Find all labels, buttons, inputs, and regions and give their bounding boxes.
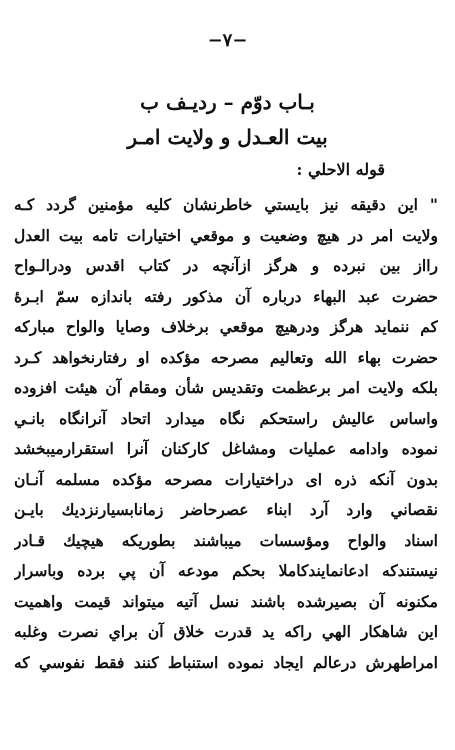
- text-line: واساس عاليش راستحكم نگاه ميدارد اتحاد آنرانگاه بانـي: [14, 408, 438, 428]
- text-line: اسناد والواح ومؤسسات ميباشند بطوريكه هيچيك قـادر: [14, 530, 438, 550]
- text-line: كم ننمايد هرگز ودرهيچ موقعي برخلاف وصايا والواح مباركه: [14, 317, 438, 336]
- text-line: رااز بين نبرده و هرگز ازآنچه در كتاب اقدس ودرالـواح: [14, 256, 438, 275]
- text-line: نموده وادامه عمليات ومشاغل كاركنان آنرا استقرارميبخشد: [14, 439, 438, 458]
- chapter-title: بـاب دوّم – رديـف ب: [140, 90, 315, 114]
- text-line: مكنونه آن بصيرشده باشند نسل آتيه ميتواند قيمت واهميت: [14, 591, 438, 611]
- text-line: امراطهرش درعالم ايجاد نموده استنباط كنند فقط نفوسي كه: [14, 652, 438, 672]
- text-line: بدون آنكه ذره اى دراختيارات مصرحه مؤكده مسلمه آنـان: [14, 469, 438, 489]
- text-line: حضرت بهاء الله وتعاليم مصرحه مؤكده او رفتارنخواهد كـرد: [14, 347, 438, 367]
- text-line: نيستندكه ادعانمايندكاملا بحكم مودعه آن پي برده وباسرار: [14, 561, 438, 580]
- quote-label: قوله الاحلي :: [296, 160, 385, 179]
- chapter-subtitle: بيت العـدل و ولايت امـر: [127, 125, 328, 149]
- text-line: ولايت امر در هيچ وضعيت و موقعي اختيارات تامه بيت العدل: [14, 225, 438, 245]
- text-line: بلكه ولايت امر برعظمت وتقديس شأن ومقام آن هيئت افزوده: [14, 378, 438, 397]
- text-line: " اين دقيقه نيز بايستي خاطرنشان كليه مؤمنين گردد كـه: [14, 195, 438, 214]
- text-line: حضرت عبد البهاء درباره آن مذكور رفته باندازه سمّ ابـرهٔ: [14, 286, 438, 306]
- page-number: −٧−: [207, 30, 248, 51]
- text-line: نقصاني وارد آرد ابناء عصرحاضر زمانابسيارنزديك بايـن: [14, 500, 438, 519]
- body-text: [14, 190, 438, 678]
- text-line: اين شاهكار الهي راكه يد قدرت خلاق آن براي نصرت وغلبه: [14, 622, 438, 641]
